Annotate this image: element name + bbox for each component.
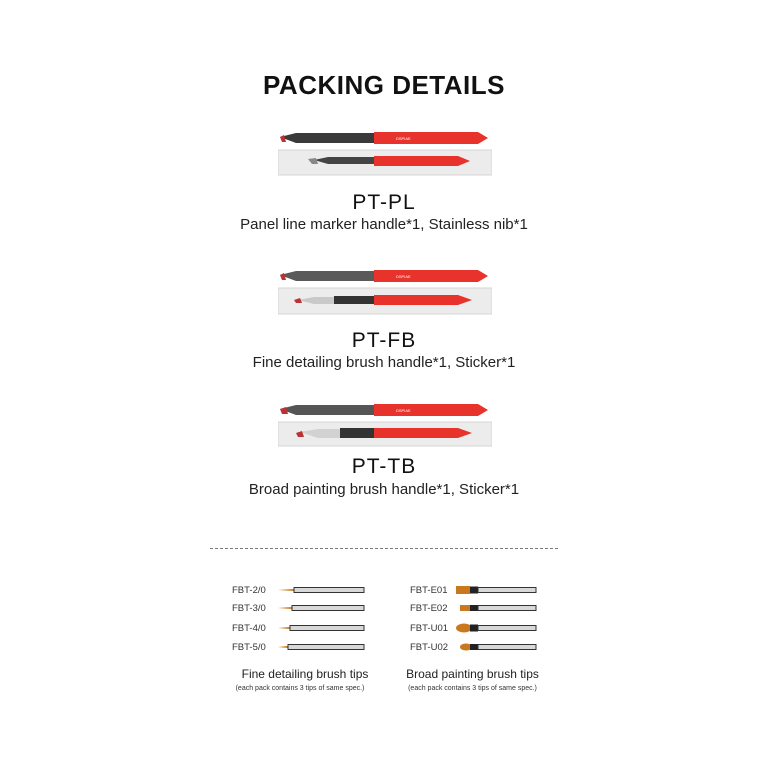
- tip-label: FBT-U02: [410, 642, 449, 653]
- tip-label: FBT-2/0: [232, 585, 266, 596]
- fine-brush-tip-image: [276, 583, 366, 597]
- broad-brush-tip-image: [456, 583, 538, 597]
- fine-tip-row: [232, 640, 372, 654]
- product-code: PT-PL: [352, 191, 416, 214]
- broad-tip-row: [410, 621, 550, 635]
- product-code: PT-TB: [351, 455, 417, 478]
- broad-brush-handle-image: [278, 400, 492, 450]
- fine-tip-row: [232, 621, 372, 635]
- tip-label: FBT-U01: [410, 623, 449, 634]
- tip-label: FBT-E01: [410, 585, 448, 596]
- broad-brush-tip-image: [456, 621, 538, 635]
- fine-tips-title: Fine detailing brush tips: [241, 667, 369, 681]
- broad-tip-row: [410, 601, 550, 615]
- fine-tip-row: [232, 583, 372, 597]
- broad-tips-note: (each pack contains 3 tips of same spec.): [408, 685, 537, 692]
- section-divider: [210, 548, 558, 549]
- page-title: PACKING DETAILS: [263, 70, 505, 100]
- handle-brand-text: DSPIAE: [396, 408, 411, 413]
- product-code: PT-FB: [351, 329, 417, 352]
- fine-brush-tip-image: [276, 601, 366, 615]
- fine-brush-tip-image: [276, 640, 366, 654]
- tip-label: FBT-E02: [410, 603, 448, 614]
- fine-tips-note: (each pack contains 3 tips of same spec.): [235, 685, 365, 692]
- broad-brush-tip-image: [460, 640, 538, 654]
- product-photo-pt-pl: [278, 128, 492, 172]
- product-photo-pt-fb: [278, 266, 492, 310]
- product-description: Broad painting brush handle*1, Sticker*1: [248, 481, 520, 498]
- tip-label: FBT-4/0: [232, 623, 266, 634]
- handle-brand-text: DSPIAE: [396, 136, 411, 141]
- broad-brush-tip-image: [460, 601, 538, 615]
- product-photo-pt-tb: [278, 400, 492, 444]
- broad-tip-row: [410, 583, 550, 597]
- fine-brush-handle-image: [278, 266, 492, 316]
- broad-tip-row: [410, 640, 550, 654]
- fine-brush-tip-image: [276, 621, 366, 635]
- broad-tips-title: Broad painting brush tips: [406, 667, 539, 681]
- fine-tip-row: [232, 601, 372, 615]
- tip-label: FBT-5/0: [232, 642, 266, 653]
- marker-handle-image: [278, 128, 492, 178]
- product-description: Panel line marker handle*1, Stainless nib*1: [240, 216, 528, 233]
- tip-label: FBT-3/0: [232, 603, 266, 614]
- handle-brand-text: DSPIAE: [396, 274, 411, 279]
- product-description: Fine detailing brush handle*1, Sticker*1: [252, 354, 516, 371]
